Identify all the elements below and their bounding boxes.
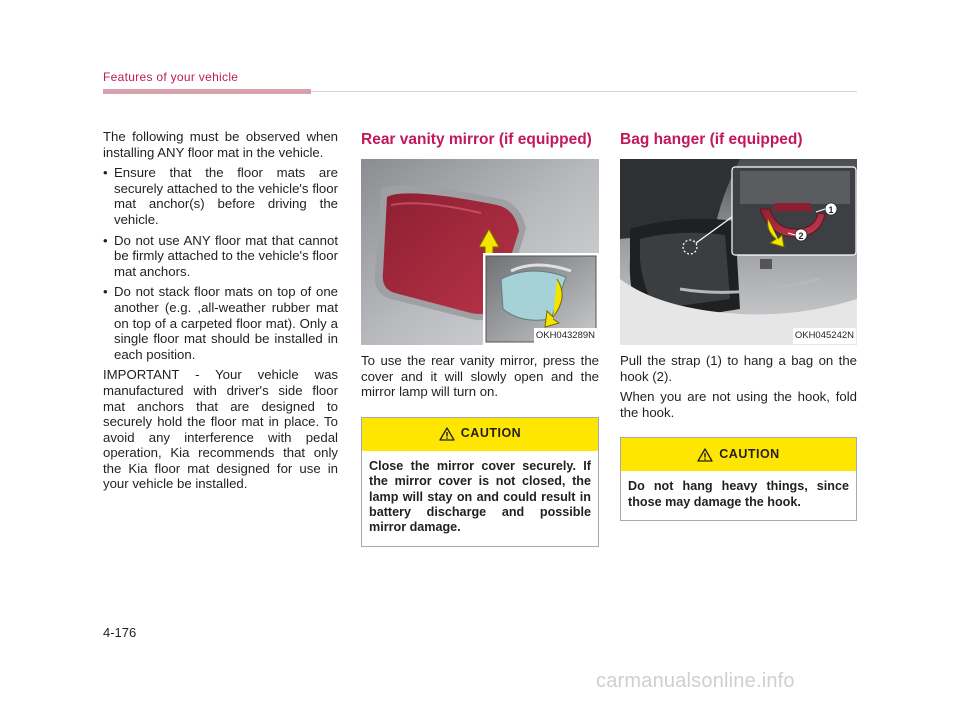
- hanger-caution-box: [620, 437, 857, 521]
- bag-hanger-section-title: Bag hanger (if equipped): [620, 131, 803, 148]
- bag-hanger-figure: [620, 159, 858, 345]
- header-accent-bar: [103, 89, 311, 94]
- mirror-description: To use the rear vanity mirror, press the cover and it will slowly open and the mirror lamp will turn on.: [361, 353, 599, 400]
- warning-triangle-icon: [439, 427, 455, 441]
- important-note: IMPORTANT - Your vehicle was manufactured with driver's side floor mat anchors that are designed to securely hold the floor mat in place. To avoid any interference with pedal operation, Kia recommends that only the Kia floor mat designed for use in your vehicle be installed.: [103, 367, 338, 492]
- caution-header: [362, 418, 598, 451]
- vanity-mirror-illustration: [361, 159, 599, 345]
- caution-label: CAUTION: [460, 426, 522, 441]
- section-header: Features of your vehicle: [103, 70, 239, 84]
- mirror-column: [361, 130, 599, 547]
- figure-code: OKH043289N: [534, 328, 597, 344]
- bag-hanger-description: Pull the strap (1) to hang a bag on the hook (2).: [620, 353, 857, 384]
- bag-hanger-illustration: [620, 159, 857, 345]
- bag-hanger-column: [620, 130, 857, 521]
- callout-2: 2: [798, 231, 804, 241]
- mirror-figure: [361, 159, 599, 345]
- floor-mat-intro: The following must be observed when installing ANY floor mat in the vehicle.: [103, 129, 338, 160]
- left-column: [103, 129, 338, 492]
- caution-text: Do not hang heavy things, since those may damage the hook.: [628, 479, 849, 509]
- caution-label: CAUTION: [719, 447, 780, 462]
- warning-triangle-icon: [697, 448, 713, 462]
- caution-text: Close the mirror cover securely. If the mirror cover is not closed, the lamp will stay on and could result in battery discharge and possible mirror damage.: [369, 458, 591, 535]
- watermark: carmanualsonline.info: [596, 670, 795, 692]
- callout-1: 1: [828, 205, 834, 215]
- bullet-item: • Ensure that the floor mats are securely attached to the vehicle's floor mat anchor(s) before driving the vehicle.: [103, 165, 338, 227]
- bullet-item: • Do not use ANY floor mat that cannot be firmly attached to the vehicle's floor mat anchors.: [103, 233, 338, 280]
- bullet-item: • Do not stack floor mats on top of one another (e.g. ,all-weather rubber mat on top of a carpeted floor mat). Only a single floor mat should be installed in each position.: [103, 284, 338, 362]
- mirror-caution-box: [361, 417, 599, 547]
- caution-header: [621, 438, 856, 471]
- page-number: 4-176: [103, 625, 137, 640]
- figure-code: OKH045242N: [793, 328, 856, 344]
- mirror-section-title: Rear vanity mirror (if equipped): [361, 131, 592, 148]
- header-rule: [311, 91, 857, 92]
- bag-hanger-fold-note: When you are not using the hook, fold the hook.: [620, 389, 857, 420]
